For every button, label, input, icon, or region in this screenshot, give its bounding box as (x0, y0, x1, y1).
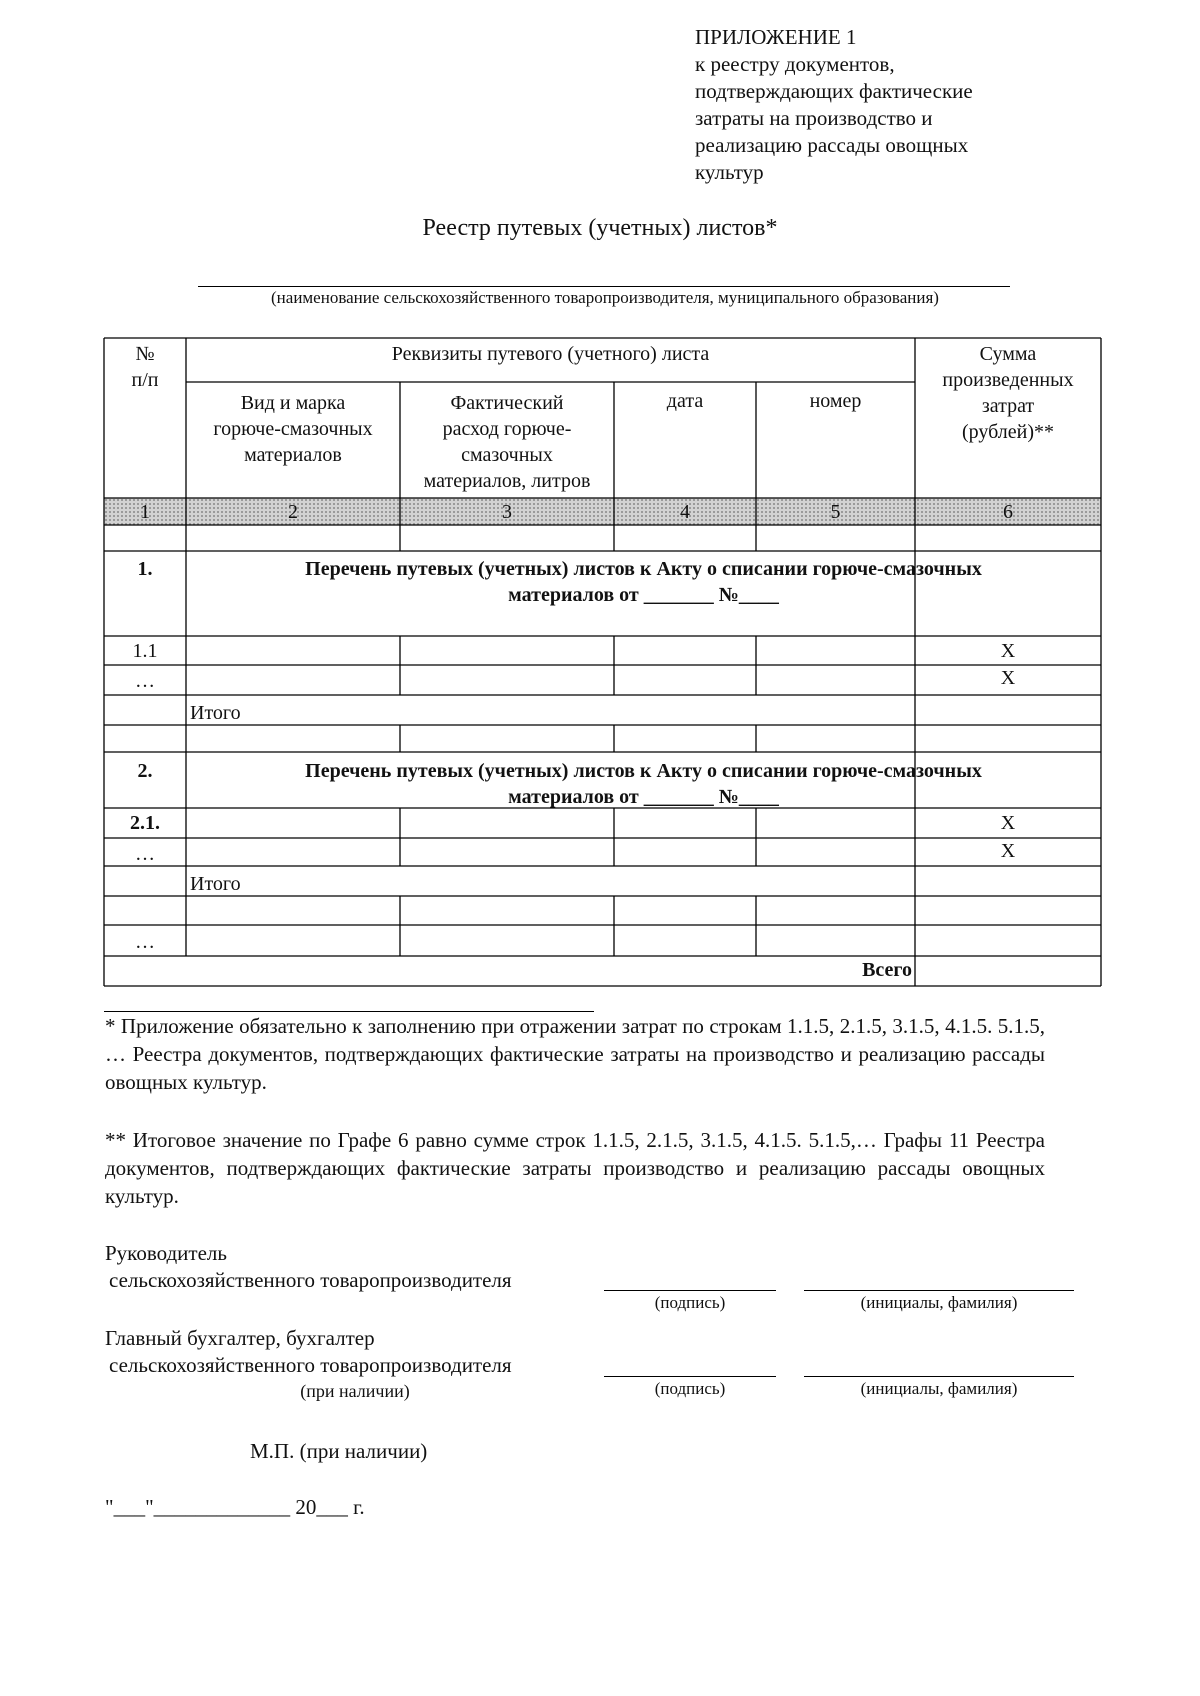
row-number: 1.1 (132, 640, 158, 662)
column-number: 3 (502, 501, 512, 523)
appendix-line: подтверждающих фактические (695, 79, 973, 103)
column-number: 4 (680, 501, 690, 523)
signature-caption: (подпись) (654, 1379, 726, 1398)
column-number: 5 (830, 501, 841, 523)
section-number: 2. (137, 760, 153, 782)
row-number: … (135, 931, 155, 953)
column-number: 2 (288, 501, 298, 523)
header-date: дата (666, 390, 704, 412)
section-heading: Перечень путевых (учетных) листов к Акту о списании горюче-смазочных материалов от _______ №____ (305, 558, 982, 606)
row-number: … (135, 843, 155, 865)
appendix-line: реализацию рассады овощных (695, 133, 969, 157)
section-total-label: Итого (190, 873, 241, 895)
appendix-line: к реестру документов, (695, 52, 895, 76)
footnote-double-star: ** Итоговое значение по Графе 6 равно сумме строк 1.1.5, 2.1.5, 3.1.5, 4.1.5. 5.1.5,… Графы 11 Реестра документов, подтверждающих фактические затраты производство и реализацию рассады овощных культур. (105, 1128, 1045, 1208)
header-fuel-type: Вид и марка горюче-смазочных материалов (213, 392, 373, 466)
section-total-label: Итого (190, 702, 241, 724)
document-title: Реестр путевых (учетных) листов* (422, 215, 778, 241)
header-number: № п/п (131, 343, 159, 391)
accountant-signature-line[interactable] (604, 1376, 776, 1377)
footnote-single-star: * Приложение обязательно к заполнению при отражении затрат по строкам 1.1.5, 2.1.5, 3.1.5, 4.1.5. 5.1.5, … Реестра документов, подтверждающих фактические затраты на производство и реализацию рассады овощных культур. (105, 1014, 1045, 1094)
row-sum-placeholder: X (1000, 667, 1016, 689)
row-sum-placeholder: X (1000, 812, 1016, 834)
row-number: … (135, 670, 155, 692)
row-number: 2.1. (130, 812, 160, 834)
organization-name-line[interactable] (198, 286, 1010, 287)
name-caption: (инициалы, фамилия) (860, 1379, 1018, 1398)
head-signature-line[interactable] (604, 1290, 776, 1291)
column-number: 1 (140, 501, 150, 523)
row-sum-placeholder: X (1000, 640, 1016, 662)
appendix-line: ПРИЛОЖЕНИЕ 1 (695, 25, 857, 49)
section-heading: Перечень путевых (учетных) листов к Акту о списании горюче-смазочных материалов от _______ №____ (305, 760, 982, 808)
appendix-line: затраты на производство и (695, 106, 933, 130)
date-line[interactable]: "___"_____________ 20___ г. (105, 1495, 365, 1519)
accountant-title: Главный бухгалтер, бухгалтер сельскохозяйственного товаропроизводителя (105, 1326, 512, 1377)
name-caption: (инициалы, фамилия) (860, 1293, 1018, 1312)
header-fuel-consumption: Фактический расход горюче- смазочных материалов, литров (423, 392, 591, 492)
header-waybill-details: Реквизиты путевого (учетного) листа (391, 343, 710, 365)
appendix-header (695, 24, 1135, 186)
stamp-place: М.П. (при наличии) (250, 1439, 428, 1463)
appendix-line: культур (695, 160, 764, 184)
header-sum: Сумма произведенных затрат (рублей)** (942, 343, 1074, 443)
organization-caption: (наименование сельскохозяйственного товаропроизводителя, муниципального образования) (271, 288, 939, 307)
column-number: 6 (1003, 501, 1013, 523)
head-name-line[interactable] (804, 1290, 1074, 1291)
head-title: Руководитель сельскохозяйственного товаропроизводителя (105, 1241, 512, 1292)
row-sum-placeholder: X (1000, 840, 1016, 862)
signature-caption: (подпись) (654, 1293, 726, 1312)
header-number-of-waybill: номер (809, 390, 862, 412)
accountant-if-any-caption: (при наличии) (300, 1381, 410, 1401)
section-number: 1. (137, 558, 153, 580)
accountant-name-line[interactable] (804, 1376, 1074, 1377)
grand-total-label: Всего (862, 959, 912, 981)
